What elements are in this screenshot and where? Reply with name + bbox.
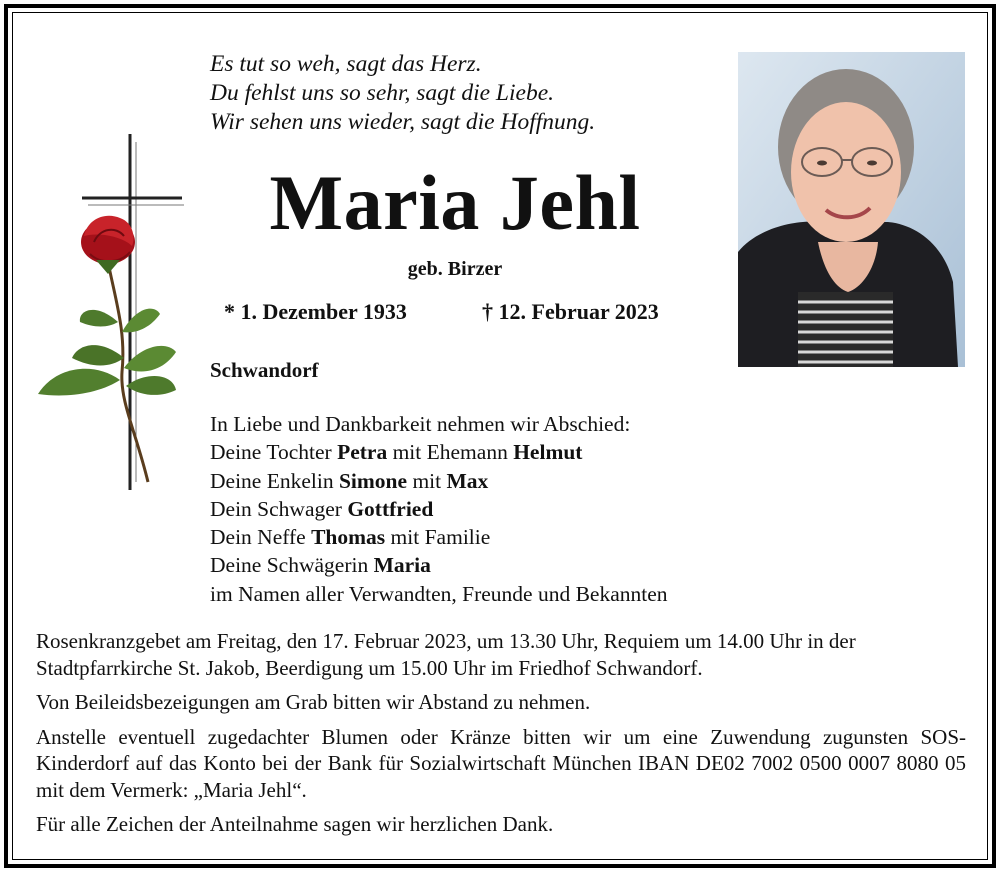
birth-date: * 1. Dezember 1933 xyxy=(224,299,407,324)
relative-name: Simone xyxy=(338,468,408,493)
relation: mit Familie xyxy=(385,525,491,550)
family-line xyxy=(210,438,668,466)
family-line xyxy=(210,523,668,551)
poem-line: Es tut so weh, sagt das Herz. xyxy=(210,51,482,77)
relation: Dein Neffe xyxy=(210,525,312,550)
family-line xyxy=(210,495,668,523)
relative-name: Maria xyxy=(373,553,431,578)
maiden-name: geb. Birzer xyxy=(407,258,503,280)
relative-name: Thomas xyxy=(311,525,386,550)
relation: Deine Schwägerin xyxy=(210,553,374,578)
relative-name: Helmut xyxy=(513,440,583,465)
relative-name: Petra xyxy=(337,440,388,465)
portrait-photo xyxy=(738,52,965,367)
family-outro: im Namen aller Verwandten, Freunde und Bekannten xyxy=(210,581,668,606)
relation: Deine Enkelin xyxy=(210,468,339,493)
thanks-note: Für alle Zeichen der Anteilnahme sagen wir herzlichen Dank. xyxy=(36,812,554,836)
relative-name: Gottfried xyxy=(347,496,434,521)
relative-name: Max xyxy=(446,468,489,493)
donation-info: Anstelle eventuell zugedachter Blumen oder Kränze bitten wir um eine Zuwendung zugunsten SOS-Kinderdorf auf das Konto bei der Bank für Sozialwirtschaft München IBAN DE02 7002 0500 0007 8080 05 mit dem Vermerk: „Maria Jehl“. xyxy=(36,724,966,802)
poem-line: Du fehlst uns so sehr, sagt die Liebe. xyxy=(210,80,555,106)
relation: Dein Schwager xyxy=(210,496,348,521)
condolence-note: Von Beileidsbezeigungen am Grab bitten wir Abstand zu nehmen. xyxy=(36,690,591,714)
service-info: Rosenkranzgebet am Freitag, den 17. Februar 2023, um 13.30 Uhr, Requiem um 14.00 Uhr in der Stadtpfarrkirche St. Jakob, Beerdigung um 15.00 Uhr im Friedhof Schwandorf. xyxy=(36,629,856,680)
deceased-name: Maria Jehl xyxy=(269,159,641,246)
relation: mit xyxy=(407,468,447,493)
relation: Deine Tochter xyxy=(210,440,338,465)
family-line xyxy=(210,467,668,495)
poem xyxy=(210,50,595,137)
poem-line: Wir sehen uns wieder, sagt die Hoffnung. xyxy=(210,109,596,135)
death-date: † 12. Februar 2023 xyxy=(482,299,659,324)
notice-text xyxy=(36,628,966,846)
relation: mit Ehemann xyxy=(387,440,514,465)
place: Schwandorf xyxy=(210,358,319,382)
family-line xyxy=(210,551,668,579)
family-list xyxy=(210,410,668,608)
family-intro: In Liebe und Dankbarkeit nehmen wir Abschied: xyxy=(210,412,631,436)
